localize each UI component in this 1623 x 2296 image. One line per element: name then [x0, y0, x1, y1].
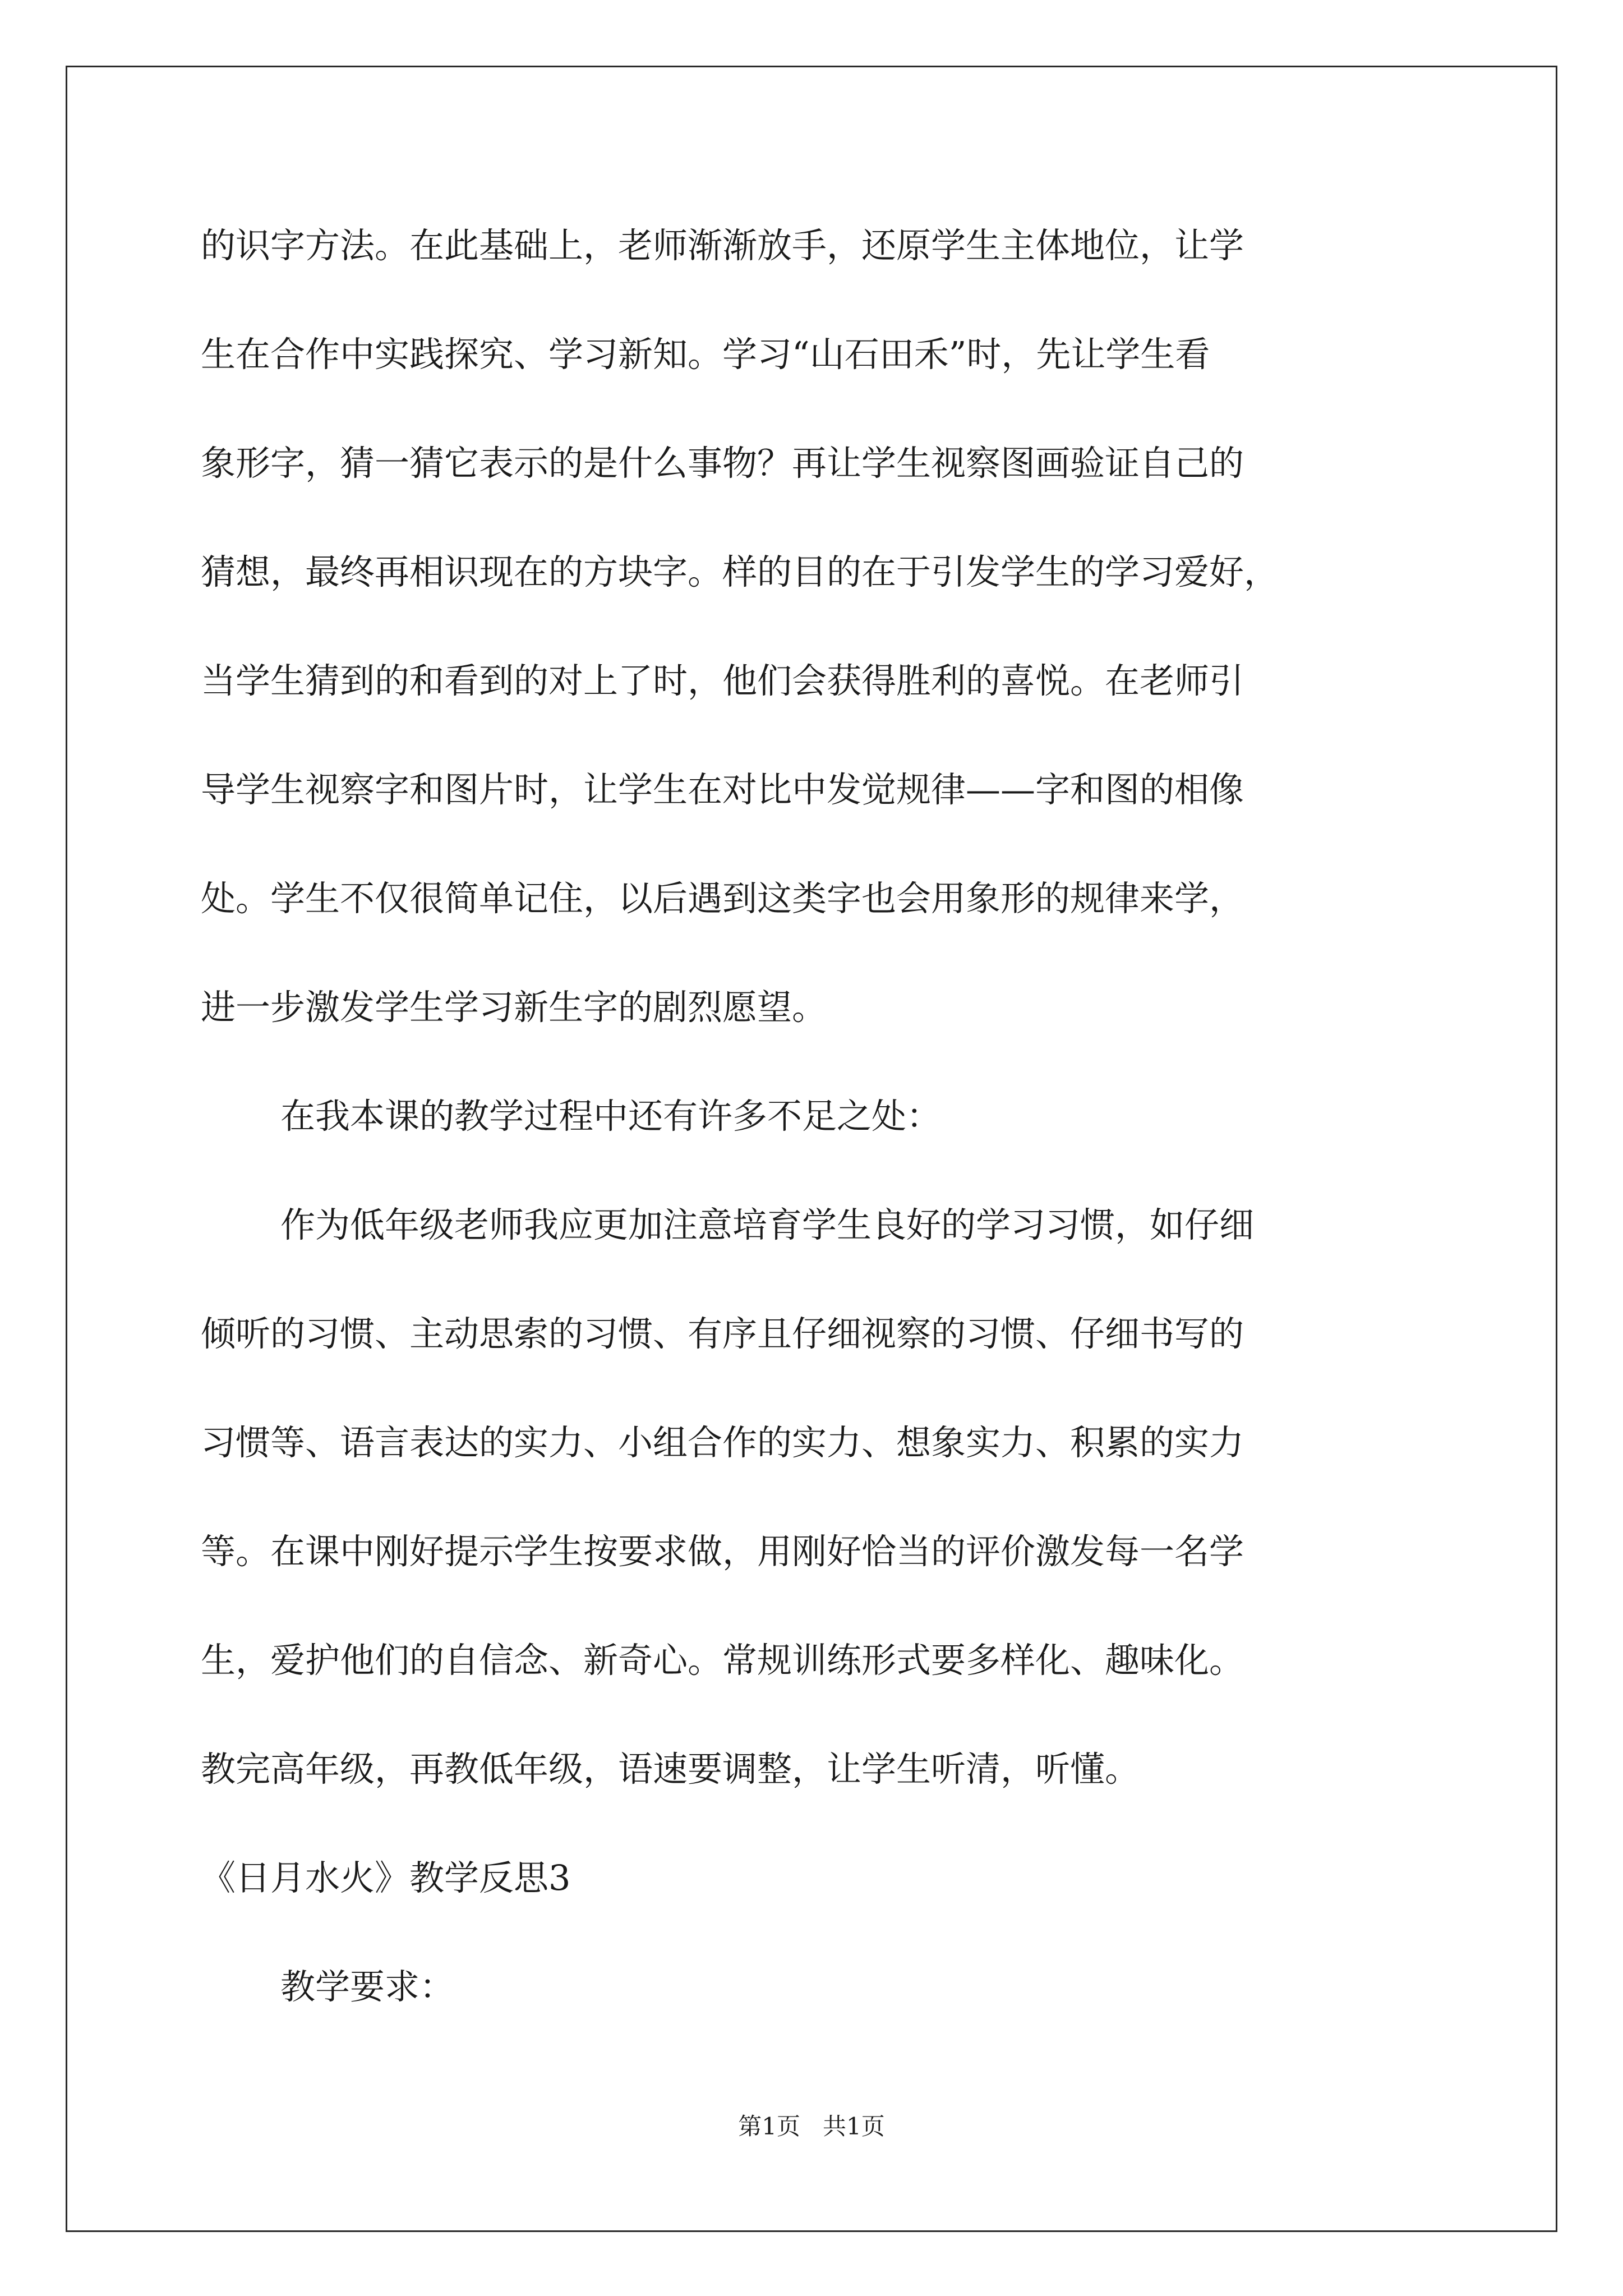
paragraph-line: 象形字，猜一猜它表示的是什么事物？再让学生视察图画验证自己的: [201, 443, 1244, 484]
section-title: 《日月水火》教学反思3: [201, 1857, 571, 1898]
paragraph-line: 等。在课中刚好提示学生按要求做，用刚好恰当的评价激发每一名学: [201, 1531, 1244, 1572]
paragraph-line: 处。学生不仅很简单记住，以后遇到这类字也会用象形的规律来学，: [201, 878, 1244, 919]
paragraph-line: 生在合作中实践探究、学习新知。学习“山石田禾”时，先让学生看: [201, 334, 1210, 375]
page-border: [66, 66, 1557, 2232]
paragraph-line: 习惯等、语言表达的实力、小组合作的实力、想象实力、积累的实力: [201, 1422, 1244, 1463]
teaching-requirements-label: 教学要求：: [280, 1966, 455, 2007]
paragraph-line: 倾听的习惯、主动思索的习惯、有序且仔细视察的习惯、仔细书写的: [201, 1313, 1244, 1354]
page-footer: 第1页 共1页: [738, 2113, 885, 2140]
paragraph-line: 当学生猜到的和看到的对上了时，他们会获得胜利的喜悦。在老师引: [201, 660, 1244, 701]
paragraph-line: 教完高年级，再教低年级，语速要调整，让学生听清，听懂。: [201, 1749, 1140, 1789]
paragraph-line: 生，爱护他们的自信念、新奇心。常规训练形式要多样化、趣味化。: [201, 1640, 1244, 1681]
paragraph-line: 进一步激发学生学习新生字的剧烈愿望。: [201, 987, 827, 1028]
paragraph-line: 的识字方法。在此基础上，老师渐渐放手，还原学生主体地位，让学: [201, 225, 1244, 266]
paragraph-line: 在我本课的教学过程中还有许多不足之处：: [280, 1096, 942, 1137]
paragraph-line: 作为低年级老师我应更加注意培育学生良好的学习习惯，如仔细: [280, 1204, 1255, 1245]
paragraph-line: 导学生视察字和图片时，让学生在对比中发觉规律——字和图的相像: [201, 769, 1244, 810]
paragraph-line: 猜想，最终再相识现在的方块字。样的目的在于引发学生的学习爱好，: [201, 551, 1279, 592]
